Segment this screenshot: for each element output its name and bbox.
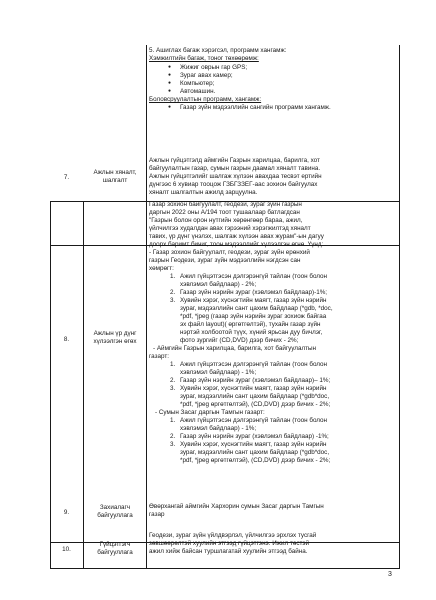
list-number: 3. [170,385,176,392]
bullet-icon: ● [168,64,172,70]
row-desc-line: - Аймгийн Газрын харилцаа, барилга, хот байгуулалтын [153,345,317,352]
list-number: 3. [170,297,176,304]
software-item: Газар зүйн мэдээллийн сангийн программ хангамж. [180,104,331,111]
row-desc-line: газрын Геодези, зураг зүйн мэдээллийн нэгдсэн сан [149,257,301,264]
list-line: зураг, мэдээллийн сант цахим байдлаар (*gdb*doc, [180,449,330,456]
list-line: Газар зүйн нэрийн зураг (хэвлэмэл байдлаар)– 1%; [180,377,331,384]
row-desc-line: үйлчилгээ худалдан авах гэрээний хэрэгжилтэд хяналт [149,225,311,232]
row-desc-line: тавих, үр дүнг үнэлэх, шалгаж хүлээн авах журам"-ын дагуу [149,233,324,240]
bullet-icon: ● [168,104,172,110]
list-line: Хувийн хэрэг, хүснэгтийн маягт, газар зүйн нэрийн [180,441,327,448]
list-line: хэвлэмэл байдлаар) - 1%; [180,369,257,376]
row-title-line: Захиалагч [99,504,131,511]
row-title-line: Ажлын үр дүнг [93,330,137,337]
bullet-icon: ● [168,72,172,78]
list-line: эх файл layout)( өргөтгөлтэй), тухайн газар зүйн [180,321,321,328]
list-line: Газар зүйн нэрийн зураг (хэвлэмэл байдлаар) -1%; [180,433,329,440]
list-line: Газар зүйн нэрийн зураг (хэвлэмэл байдлаар)-1%; [180,289,328,296]
list-number: 2. [170,433,176,440]
list-line: хэвлэмэл байдлаар) - 1%; [180,425,257,432]
hardware-item: Жижиг оврын гар GPS; [180,64,248,71]
row-desc-line: дүнгээс 6 хувиар тооцож ГЗБГЗЗЕГ-аас зохион байгуулах [149,181,318,188]
row-desc-line: газарт: [149,353,169,360]
row-title-line: Гүйцэтгэгч [99,541,131,548]
list-number: 2. [170,289,176,296]
hardware-item: Автомашин. [180,88,216,95]
bullet-icon: ● [168,88,172,94]
list-number: 1. [170,417,176,424]
row-title-line: Ажлын хяналт, [93,169,137,176]
list-line: зураг, мэдээллийн сант цахим байдлаар (*gdb, *doc, [180,305,333,312]
row-border [50,568,400,569]
item5-text: 5. Ашиглах багаж хэрэгсэл, программ хангамж: [149,47,287,54]
list-line: Ажил гүйцэтгэсэн дэлгэрэнгүй тайлан (тоон болон [180,273,328,280]
row-desc-line: доорх баримт бичиг, тоон мэдээллийг хүлээлгэн өгнө. Үүнд: [149,241,324,248]
list-line: нэртэй холбоотой түүх, хүний ярьсан дуу бичлэг, [180,329,323,336]
list-line: Ажил гүйцэтгэсэн дэлгэрэнгүй тайлан (тоон болон [180,361,328,368]
row-number: 9. [63,509,70,516]
list-line: фото зургийг (CD,DVD) дээр бичих - 2%; [180,337,299,344]
list-number: 2. [170,377,176,384]
list-number: 1. [170,273,176,280]
hardware-heading: Хэмжилтийн багаж, тоног төхөөрөмж: [149,55,259,62]
row-desc-line: Ажлын гүйцэтгэлд аймгийн Газрын харилцаа, барилга, хот [149,157,320,164]
row-number: 8. [63,336,70,343]
hardware-item: Компьютер; [180,80,215,87]
row-desc-line: зөвшөөрөлтэй хуулийн этгээд гүйцэтгэнэ. Ижил төстэй [149,540,310,547]
software-heading: Боловсруулалтын программ, хангамж: [149,96,262,103]
list-line: *pdf, *jpeg өргөтгөлтэй), (CD,DVD) дээр бичих - 2%; [180,401,331,408]
table-border-col2 [146,45,147,569]
row-title-line: шалгалт [102,177,128,184]
list-line: зураг, мэдээллийн сант цахим байдлаар (*gdb*doc, [180,393,330,400]
bullet-icon: ● [168,80,172,86]
list-line: *pdf, *jpeg (газар зүйн нэрийн зураг зохиож байгаа [180,313,327,320]
row-desc-line: Өвөрхангай аймгийн Хархорин сумын Засаг даргын Тамгын [149,503,324,510]
list-line: хэвлэмэл байдлаар) - 2%; [180,281,257,288]
row-title-line: байгууллага [97,512,133,519]
row-desc-line: даргын 2022 оны А/194 тоот тушаалаар батлагдсан [149,209,300,216]
row-desc-line: - Газар зохион байгуулалт, геодези, зураг зүйн ерөнхий [149,249,310,256]
row-title-line: хүлээлгэн өгөх [93,338,137,345]
row-desc-line: газар [149,511,165,518]
row-desc-line: Геодези, зураг зүйн үйлдвэрлэл, үйлчилгээ эрхлэх тусгай [149,532,317,539]
hardware-item: Зураг авах камер; [180,72,233,79]
list-line: Хувийн хэрэг, хүснэгтийн маягт, газар зүйн нэрийн [180,297,327,304]
list-number: 1. [170,361,176,368]
row-desc-line: хяналт шалгалтын ажилд зарцуулна. [149,189,258,196]
row-desc-line: - Сумын Засаг даргын Тамгын газарт: [155,409,265,416]
list-line: Ажил гүйцэтгэсэн дэлгэрэнгүй тайлан (тоон болон [180,417,328,424]
row-number: 10. [62,546,71,553]
row-desc-line: байгуулалтын газар, сумын газрын даамал хяналт тавина. [149,165,321,172]
row-number: 7. [63,174,70,181]
row-desc-line: "Газрын болон орон нутгийн хөрөнгөөр бараа, ажил, [149,217,303,224]
row-desc-line: Ажлын гүйцэтгэлийг шалгаж хүлээн авахдаа тесвэт ертийн [149,173,322,180]
row-title-line: байгууллага [97,549,133,556]
page-number: 3 [388,571,392,578]
list-line: Хувийн хэрэг, хүснэгтийн маягт, газар зүйн нэрийн [180,385,327,392]
row-desc-line: ажил хийж байсан туршлагатай хуулийн этгээд байна. [149,548,308,555]
row-desc-line: хөмрөгт: [149,265,174,272]
list-line: *pdf, *jpeg өргөтгөлтэй), (CD,DVD) дээр бичих - 2%; [180,457,331,464]
row-desc-line: Газар зохион байгуулалт, геодези, зураг зүйн газрын [149,201,302,208]
table-border-right [399,45,400,569]
list-number: 3. [170,441,176,448]
